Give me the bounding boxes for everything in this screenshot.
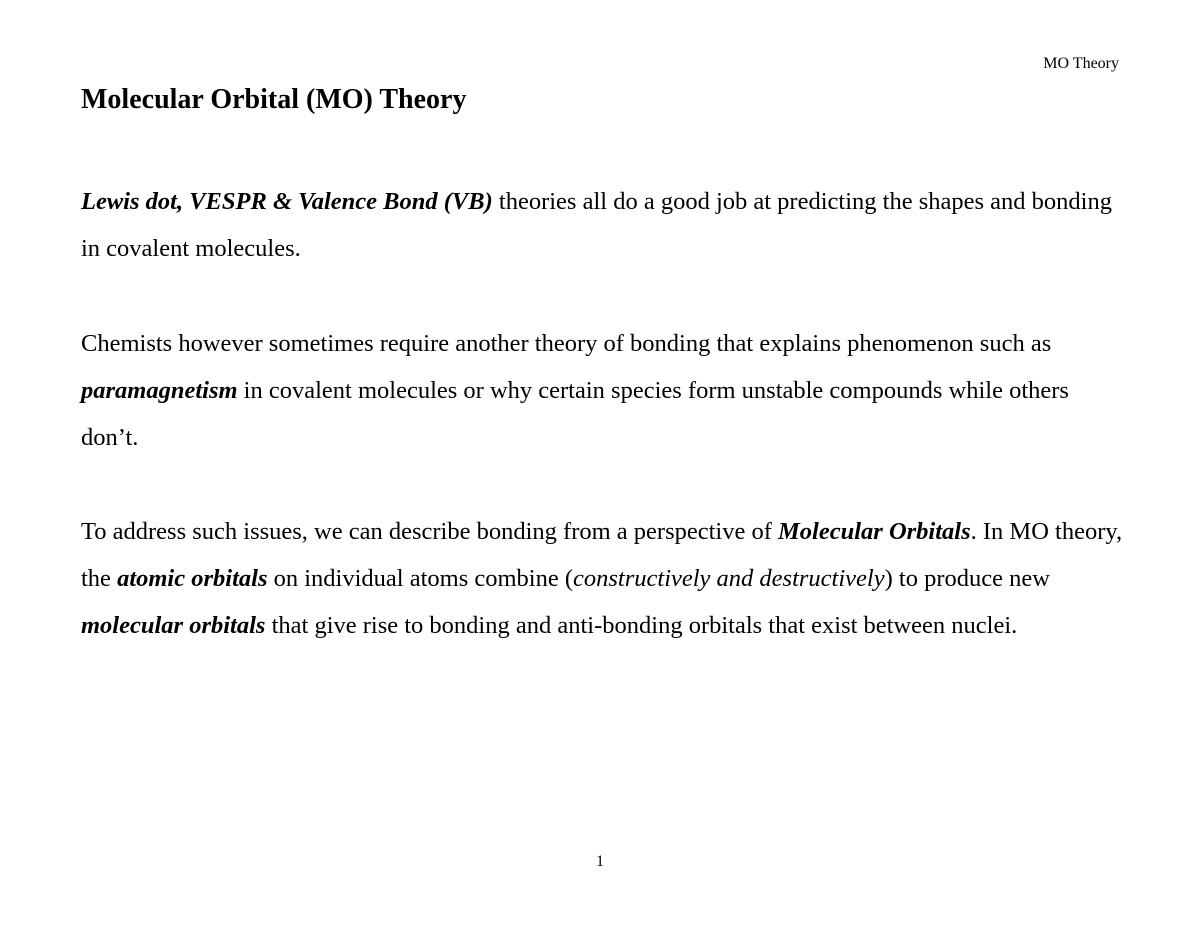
paragraph-text: that give rise to bonding and anti-bonding orbitals that exist between nuclei. [265,612,1018,639]
page-title: Molecular Orbital (MO) Theory [81,84,467,115]
paragraph-text: . In MO theory, the [81,518,1123,592]
emphasis-constructively-destructively: constructively and destructively [573,565,885,592]
emphasis-paramagnetism: paramagnetism [81,377,238,404]
paragraph-text: in covalent molecules or why certain species form unstable compounds while others don’t. [81,377,1069,451]
emphasis-molecular-orbitals: Molecular Orbitals [778,518,971,545]
paragraph-mo-theory [81,508,1131,649]
paragraph-text: To address such issues, we can describe bonding from a perspective of [81,518,779,545]
emphasis-atomic-orbitals: atomic orbitals [117,565,268,592]
paragraph-text: on individual atoms combine ( [267,565,574,592]
emphasis-theories: Lewis dot, VESPR & Valence Bond (VB) [81,188,493,215]
paragraph-text: theories all do a good job at predicting the shapes and bonding in covalent molecules. [81,188,1112,262]
page-number: 1 [596,853,604,870]
paragraph-intro [81,178,1131,272]
paragraph-paramagnetism [81,320,1131,461]
paragraph-text: Chemists however sometimes require another theory of bonding that explains phenomenon such as [81,330,1052,357]
paragraph-text: ) to produce new [884,565,1050,592]
running-header: MO Theory [1043,55,1119,72]
emphasis-new-molecular-orbitals: molecular orbitals [81,612,266,639]
